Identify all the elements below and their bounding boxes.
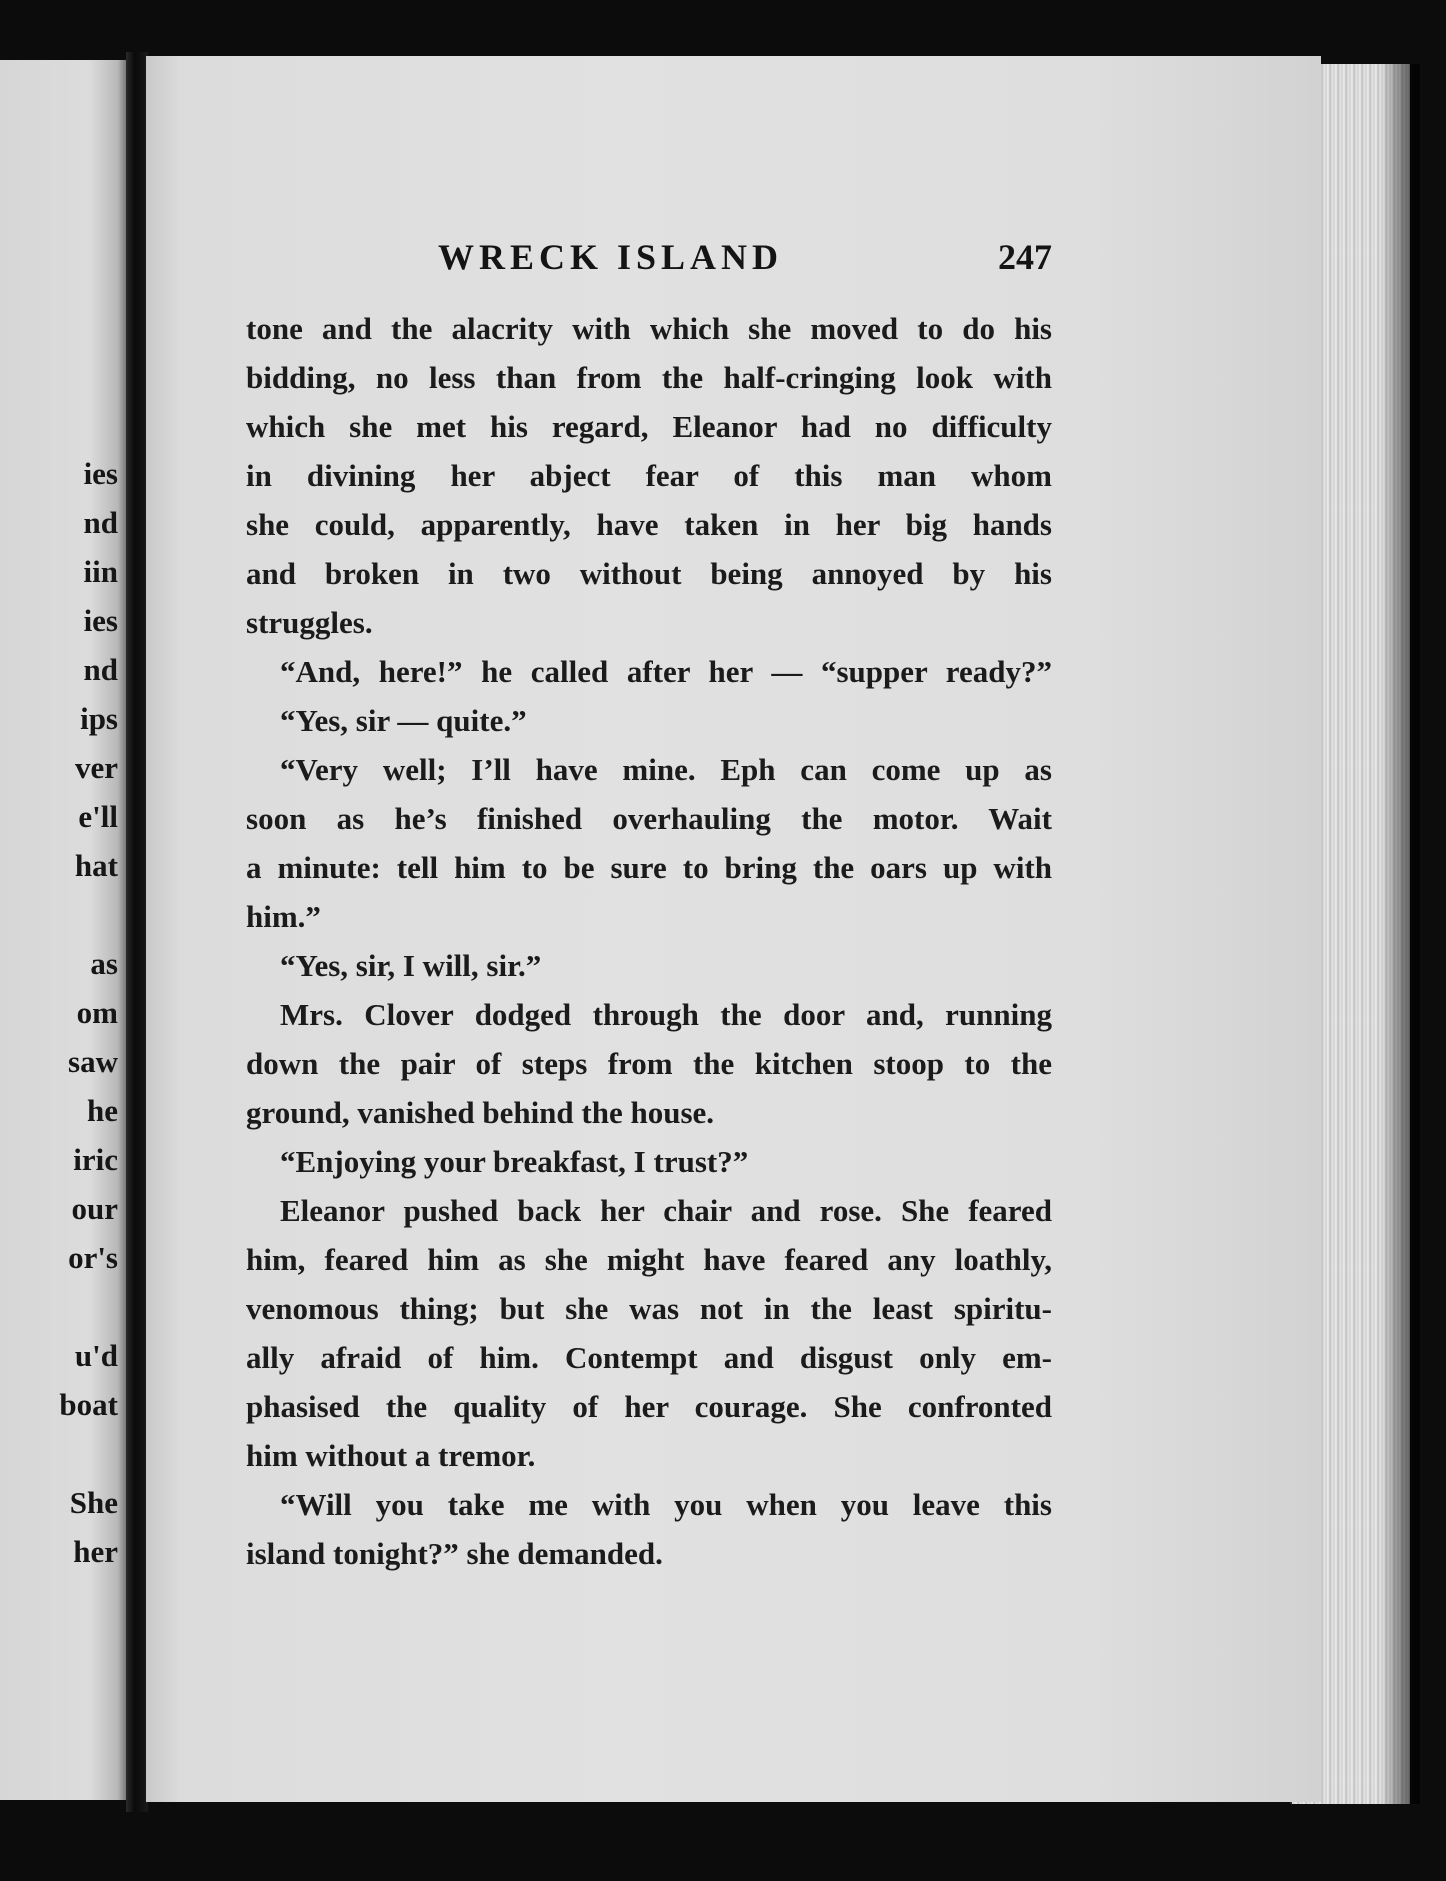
text-line: “Will you take me with you when you leave this — [280, 1487, 1052, 1522]
left-line: ies — [83, 456, 118, 491]
text-line: “And, here!” he called after her — “supper ready?” — [280, 654, 1052, 689]
text-line: she could, apparently, have taken in her big hands — [246, 507, 1052, 542]
body-text — [246, 304, 1052, 1578]
text-line: phasised the quality of her courage. She confronted — [246, 1389, 1052, 1424]
left-line: iin — [83, 554, 118, 589]
text-line: “Yes, sir — quite.” — [280, 703, 527, 738]
text-line: Mrs. Clover dodged through the door and, running — [280, 997, 1052, 1032]
page-number: 247 — [998, 237, 1052, 277]
left-line: hat — [74, 848, 118, 883]
text-line: and broken in two without being annoyed by his — [246, 556, 1052, 591]
left-line: boat — [59, 1387, 118, 1422]
left-line: or's — [68, 1240, 118, 1275]
left-page-fragment — [0, 60, 128, 1800]
text-line: ally afraid of him. Contempt and disgust only em- — [246, 1340, 1052, 1375]
left-line: iric — [73, 1142, 118, 1177]
left-line: he — [87, 1093, 118, 1128]
edge-shadow — [1380, 64, 1420, 1804]
left-line: e'll — [78, 799, 118, 834]
text-line: “Yes, sir, I will, sir.” — [280, 948, 542, 983]
text-line: island tonight?” she demanded. — [246, 1536, 663, 1571]
running-title: WRECK ISLAND — [438, 237, 784, 277]
left-line: nd — [83, 505, 118, 540]
text-line: him, feared him as she might have feared any loathly, — [246, 1242, 1052, 1277]
text-line: tone and the alacrity with which she moved to do his — [246, 311, 1052, 346]
text-line: him without a tremor. — [246, 1438, 536, 1473]
left-line: ies — [83, 603, 118, 638]
left-line: om — [76, 995, 118, 1030]
left-line: ips — [80, 701, 118, 736]
text-line: soon as he’s finished overhauling the motor. Wait — [246, 801, 1052, 836]
left-line: nd — [83, 652, 118, 687]
text-line: bidding, no less than from the half-cringing look with — [246, 360, 1052, 395]
left-line: saw — [68, 1044, 118, 1079]
left-line: as — [90, 946, 118, 981]
text-line: ground, vanished behind the house. — [246, 1095, 715, 1130]
left-line: u'd — [74, 1338, 118, 1373]
left-line: our — [71, 1191, 118, 1226]
text-line: in divining her abject fear of this man whom — [246, 458, 1052, 493]
text-line: “Enjoying your breakfast, I trust?” — [280, 1144, 749, 1179]
text-line: a minute: tell him to be sure to bring the oars up with — [246, 850, 1052, 885]
text-line: “Very well; I’ll have mine. Eph can come up as — [280, 752, 1052, 787]
text-line: Eleanor pushed back her chair and rose. She feared — [280, 1193, 1052, 1228]
book-spine — [126, 52, 148, 1812]
left-line: ver — [74, 750, 118, 785]
left-line: her — [73, 1534, 118, 1569]
left-line: She — [69, 1485, 118, 1520]
text-line: which she met his regard, Eleanor had no difficulty — [246, 409, 1052, 444]
text-line: down the pair of steps from the kitchen stoop to the — [246, 1046, 1052, 1081]
text-line: him.” — [246, 899, 321, 934]
text-line: struggles. — [246, 605, 373, 640]
text-line: venomous thing; but she was not in the least spiritu- — [246, 1291, 1052, 1326]
page-header — [438, 236, 1052, 282]
